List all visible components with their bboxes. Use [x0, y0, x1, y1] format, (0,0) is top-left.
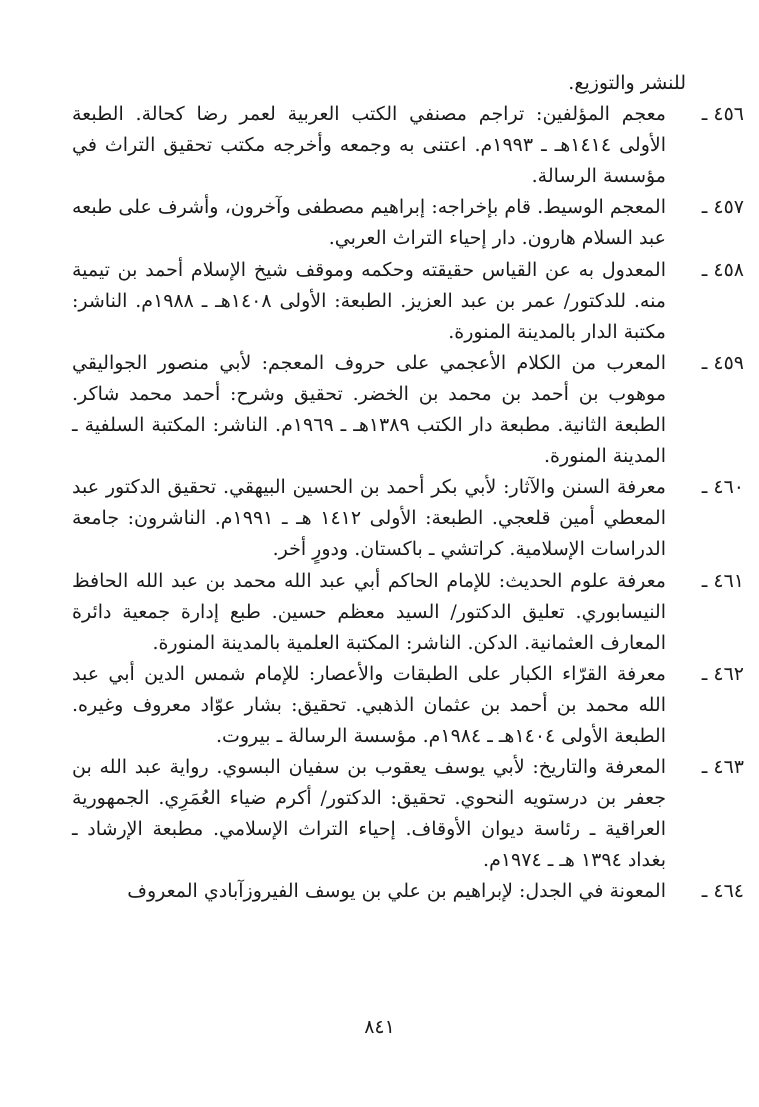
entry-text: المعدول به عن القياس حقيقته وحكمه وموقف شيخ الإسلام أحمد بن تيمية منه. للدكتور/ عمر بن عبد العزيز. الطبعة: الأولى ١٤٠٨هـ ـ ١٩٨٨م. الناشر: مكتبة الدار بالمدينة المنورة.	[72, 258, 666, 343]
bibliography-entry	[72, 876, 744, 907]
bibliography-entry	[72, 192, 744, 254]
bibliography-entry	[72, 752, 744, 876]
entry-number: ٤٥٧ ـ	[701, 196, 744, 219]
entries-container	[72, 99, 744, 907]
entry-text: معجم المؤلفين: تراجم مصنفي الكتب العربية لعمر رضا كحالة. الطبعة الأولى ١٤١٤هـ ـ ١٩٩٣م. اعتنى به وجمعه وأخرجه مكتب تحقيق التراث في مؤسسة الرسالة.	[72, 103, 666, 188]
entry-number: ٤٦٤ ـ	[701, 880, 744, 903]
entry-number: ٤٦٣ ـ	[701, 756, 744, 779]
entry-text: معرفة السنن والآثار: لأبي بكر أحمد بن الحسين البيهقي. تحقيق الدكتور عبد المعطي أمين قلعجي. الطبعة: الأولى ١٤١٢ هـ ـ ١٩٩١م. الناشرون: جامعة الدراسات الإسلامية. كراتشي ـ باكستان. ودورٍ أخر.	[72, 476, 666, 561]
entry-number: ٤٦٢ ـ	[701, 662, 744, 685]
bibliography-entry	[72, 348, 744, 472]
bibliography-list	[72, 68, 744, 908]
entry-number: ٤٥٦ ـ	[701, 103, 744, 126]
bibliography-entry	[72, 659, 744, 752]
bibliography-entry	[72, 472, 744, 565]
entry-text: المعرفة والتاريخ: لأبي يوسف يعقوب بن سفيان البسوي. رواية عبد الله بن جعفر بن درستويه النحوي. تحقيق: الدكتور/ أكرم ضياء العُمَرِي. الجمهورية العراقية ـ رئاسة ديوان الأوقاف. إحياء التراث الإسلامي. مطبعة الإرشاد ـ بغداد ١٣٩٤ هـ ـ ١٩٧٤م.	[72, 756, 666, 872]
entry-text: المعونة في الجدل: لإبراهيم بن علي بن يوسف الفيروزآبادي المعروف	[127, 880, 666, 903]
entry-number: ٤٥٨ ـ	[701, 258, 744, 281]
bibliography-entry	[72, 255, 744, 348]
entry-text: المعرب من الكلام الأعجمي على حروف المعجم: لأبي منصور الجواليقي موهوب بن أحمد بن محمد بن الخضر. تحقيق وشرح: أحمد محمد شاكر. الطبعة الثانية. مطبعة دار الكتب ١٣٨٩هـ ـ ١٩٦٩م. الناشر: المكتبة السلفية ـ المدينة المنورة.	[72, 351, 666, 468]
bibliography-entry	[72, 99, 744, 192]
continuation-text: للنشر والتوزيع.	[568, 72, 686, 94]
entry-text: المعجم الوسيط. قام بإخراجه: إبراهيم مصطفى وآخرون، وأشرف على طبعه عبد السلام هارون. دار إحياء التراث العربي.	[72, 196, 666, 250]
entry-number: ٤٥٩ ـ	[701, 351, 744, 374]
entry-text: معرفة علوم الحديث: للإمام الحاكم أبي عبد الله محمد بن عبد الله الحافظ النيسابوري. تعليق الدكتور/ السيد معظم حسين. طبع إدارة جمعية دائرة المعارف العثمانية. الدكن. الناشر: المكتبة العلمية بالمدينة المنورة.	[72, 569, 666, 654]
entry-text: معرفة القرّاء الكبار على الطبقات والأعصار: للإمام شمس الدين أبي عبد الله محمد بن أحمد بن عثمان الذهبي. تحقيق: بشار عوّاد معروف وغيره. الطبعة الأولى ١٤٠٤هـ ـ ١٩٨٤م. مؤسسة الرسالة ـ بيروت.	[72, 662, 666, 747]
page-number: ٨٤١	[364, 1016, 395, 1038]
entry-number: ٤٦١ ـ	[701, 569, 744, 592]
entry-number: ٤٦٠ ـ	[701, 476, 744, 499]
bibliography-entry	[72, 566, 744, 659]
